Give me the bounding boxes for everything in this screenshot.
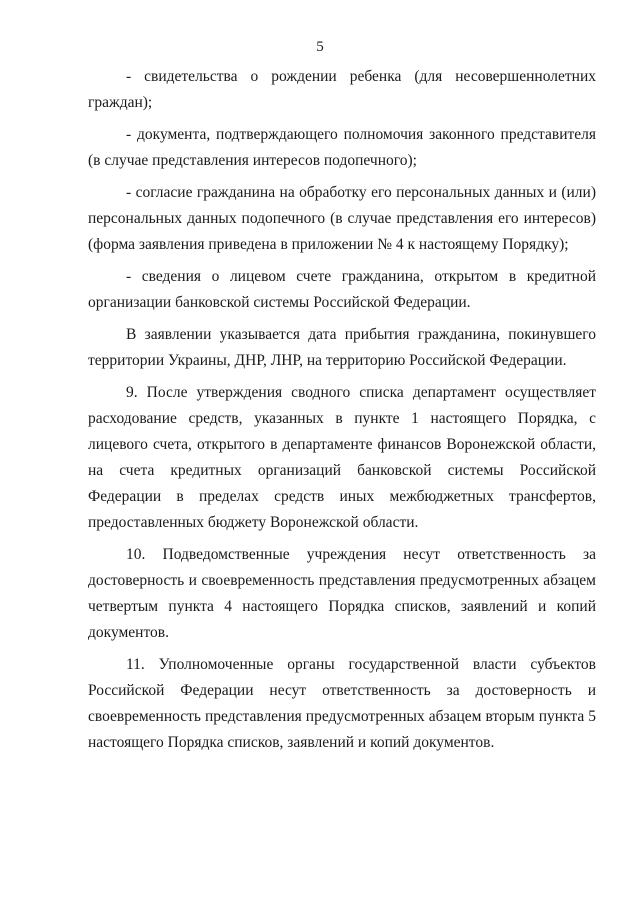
paragraph-item-9: 9. После утверждения сводного списка департамент осуществляет расходование средств, указанных в пункте 1 настоящего Порядка, с лицевого счета, открытого в департаменте финансов Воронежской области, на счета кредитных организаций банковской системы Российской Федерации в пределах средств иных межбюджетных трансфертов, предоставленных бюджету Воронежской области. [88,384,596,531]
paragraph-representative-document: - документа, подтверждающего полномочия законного представителя (в случае представления интересов подопечного); [88,126,596,169]
paragraph-arrival-date: В заявлении указывается дата прибытия гражданина, покинувшего территории Украины, ДНР, ЛНР, на территорию Российской Федерации. [88,326,596,369]
document-body [88,64,596,756]
paragraph-birth-certificate: - свидетельства о рождении ребенка (для несовершеннолетних граждан); [88,68,596,111]
paragraph-item-10: 10. Подведомственные учреждения несут ответственность за достоверность и своевременность представления предусмотренных абзацем четвертым пункта 4 настоящего Порядка списков, заявлений и копий документов. [88,546,596,641]
paragraph-item-11: 11. Уполномоченные органы государственной власти субъектов Российской Федерации несут ответственность за достоверность и своевременность представления предусмотренных абзацем вторым пункта 5 настоящего Порядка списков, заявлений и копий документов. [88,656,596,751]
paragraph-personal-data-consent: - согласие гражданина на обработку его персональных данных и (или) персональных данных подопечного (в случае представления его интересов) (форма заявления приведена в приложении № 4 к настоящему Порядку); [88,184,596,253]
paragraph-bank-account-info: - сведения о лицевом счете гражданина, открытом в кредитной организации банковской системы Российской Федерации. [88,268,596,311]
page-number: 5 [316,39,324,55]
